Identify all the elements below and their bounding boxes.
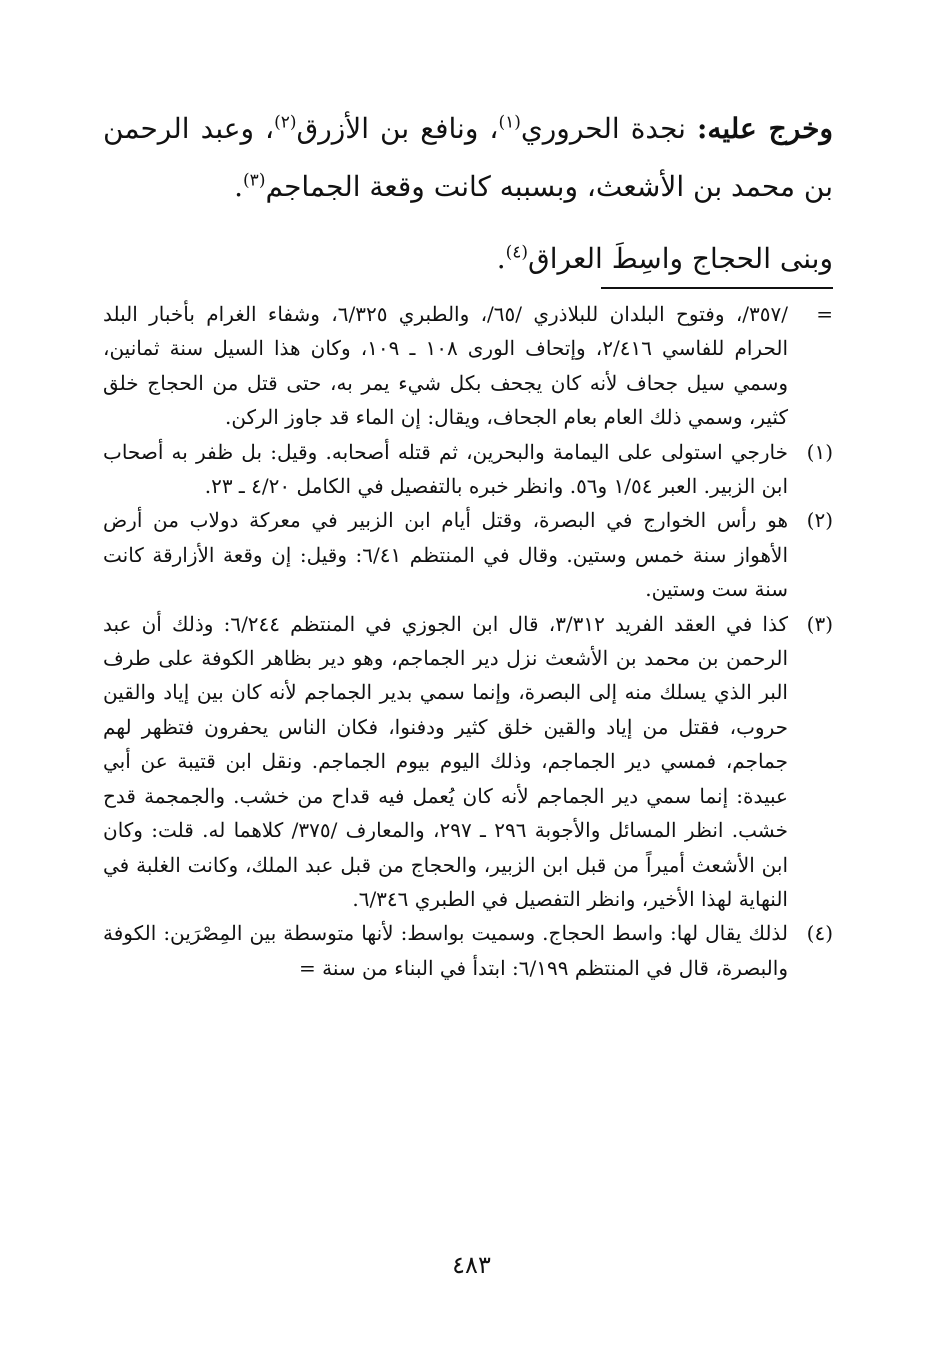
- footnote-text: خارجي استولى على اليمامة والبحرين، ثم قتله أصحابه. وقيل: بل ظفر به أصحاب ابن الزبير. العبر ١/٥٤ و٥٦. وانظر خبره بالتفصيل في الكامل ٤/٢٠ ـ ٢٣.: [103, 439, 788, 499]
- footnote-text: /٣٥٧/، وفتوح البلدان للبلاذري /٦٥/، والطبري ٦/٣٢٥، وشفاء الغرام بأخبار البلد الحرام للفاسي ٢/٤١٦، وإتحاف الورى ١٠٨ ـ ١٠٩، وكان هذا السيل سنة ثمانين، وسمي سيل جحاف لأنه كان يجحف بكل شيء يمر به، حتى قتل من الحجاج خلق كثير، وسمي ذلك العام بعام الجحاف، ويقال: إن الماء قد جاوز الركن.: [103, 302, 789, 430]
- main-text-segment: ، وعبد الرحمن بن محمد بن الأشعث، وبسببه كانت وقعة الجماجم: [103, 112, 833, 203]
- footnote: [103, 297, 833, 435]
- main-text-segment: نجدة الحروري: [520, 112, 697, 145]
- footnote-text: كذا في العقد الفريد ٣/٣١٢، قال ابن الجوزي في المنتظم ٦/٢٤٤: وذلك أن عبد الرحمن بن محمد بن الأشعث نزل دير الجماجم، وهو دير بظاهر الكوفة على طرف البر الذي يسلك منه إلى البصرة، وإنما سمي بدير الجماجم لأنه كان بين إياد والقين حروب، فقتل من إياد والقين خلق كثير ودفنوا، فكان الناس يحفرون فتظهر لهم جماجم، فمسي دير الجماجم، وذلك اليوم بيوم الجماجم. ونقل ابن قتيبة عن أبي عبيدة: إنما سمي دير الجماجم لأنه كان يُعمل فيه قداح من خشب. والجمجمة قدح خشب. انظر المسائل والأجوبة ٢٩٦ ـ ٢٩٧، والمعارف /٣٧٥/ كلاهما له. قلت: وكان ابن الأشعث أميراً من قبل ابن الزبير، والحجاج من قبل عبد الملك، وكانت الغلبة في النهاية لهذا الأخير، وانظر التفصيل في الطبري ٦/٣٤٦.: [103, 611, 788, 911]
- page-number: ٤٨٣: [452, 1251, 491, 1279]
- footnote-number: =: [816, 302, 833, 326]
- lead-phrase: وخرج عليه:: [696, 112, 834, 145]
- footnote-mark: (٣): [243, 170, 266, 191]
- footnote-number: (٤): [806, 921, 833, 946]
- main-paragraph: [103, 100, 833, 216]
- footnote-mark: (٢): [274, 112, 297, 133]
- footnote-mark: (١): [498, 112, 521, 133]
- footnote: [103, 607, 833, 917]
- footnote-number: (٣): [806, 611, 833, 636]
- main-text-segment: وبنى الحجاج واسِطَ العراق: [528, 242, 833, 275]
- main-text-segment: .: [496, 242, 506, 275]
- footnote-mark: (٤): [505, 242, 529, 263]
- main-text-segment: ، ونافع بن الأزرق: [296, 112, 499, 145]
- footnote: [103, 916, 833, 985]
- main-text-segment: .: [234, 170, 244, 203]
- main-paragraph: [103, 230, 833, 288]
- footnotes: [103, 297, 833, 985]
- footnote: [103, 435, 833, 504]
- footnote-text: لذلك يقال لها: واسط الحجاج. وسميت بواسط: لأنها متوسطة بين المِصْرَين: الكوفة والبصرة، قال في المنتظم ٦/١٩٩: ابتدأ في البناء من سنة =: [103, 921, 788, 980]
- main-text: [103, 100, 833, 288]
- footnote-text: هو رأس الخوارج في البصرة، وقتل أيام ابن الزبير في معركة دولاب من أرض الأهواز سنة خمس وستين. وقال في المنتظم ٦/٤١: وقيل: إن وقعة الأزارقة كانت سنة ست وستين.: [103, 508, 789, 602]
- footnote: [103, 503, 833, 606]
- footnote-number: (١): [806, 439, 833, 464]
- footnote-number: (٢): [806, 508, 833, 533]
- footnote-divider: [601, 287, 833, 289]
